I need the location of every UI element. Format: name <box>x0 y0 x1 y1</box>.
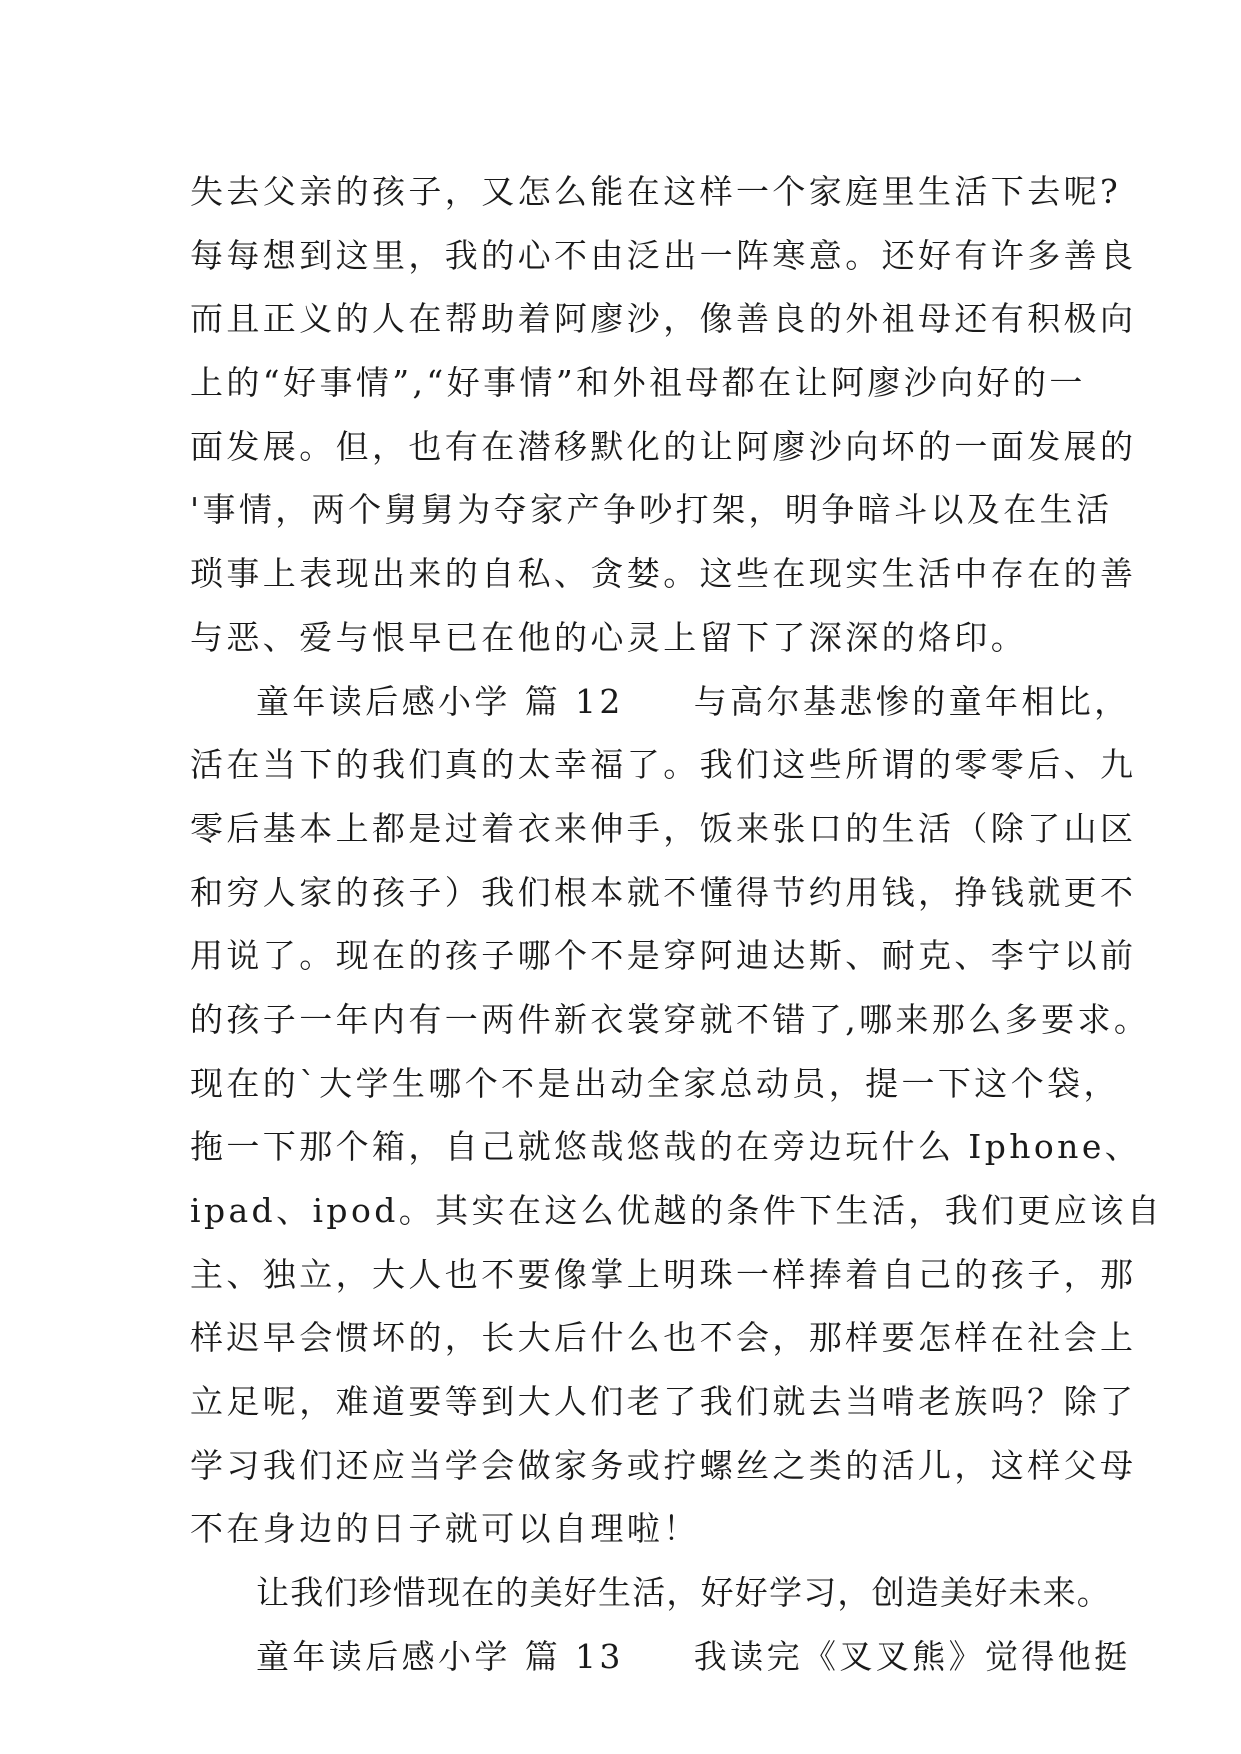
paragraph-line: 零后基本上都是过着衣来伸手，饭来张口的生活（除了山区 <box>190 808 1137 848</box>
section-first-line: 我读完《叉叉熊》觉得他挺 <box>693 1636 1131 1676</box>
section-heading: 童年读后感小学 篇 12 <box>256 681 624 721</box>
paragraph-line: 活在当下的我们真的太幸福了。我们这些所谓的零零后、九 <box>190 745 1137 785</box>
paragraph-line: 立足呢，难道要等到大人们老了我们就去当啃老族吗？除了 <box>190 1382 1137 1422</box>
section-heading: 童年读后感小学 篇 13 <box>256 1636 624 1676</box>
paragraph-line: 样迟早会惯坏的，长大后什么也不会，那样要怎样在社会上 <box>190 1318 1137 1358</box>
paragraph-line: 每每想到这里，我的心不由泛出一阵寒意。还好有许多善良 <box>190 235 1137 275</box>
paragraph-line: 与恶、爱与恨早已在他的心灵上留下了深深的烙印。 <box>190 617 1028 657</box>
paragraph-line: 拖一下那个箱，自己就悠哉悠哉的在旁边玩什么 Iphone、 <box>190 1127 1142 1167</box>
paragraph-line: 上的“好事情”,“好事情”和外祖母都在让阿廖沙向好的一 <box>190 363 1086 403</box>
section-heading-line <box>190 670 1131 734</box>
paragraph-line: 现在的`大学生哪个不是出动全家总动员，提一下这个袋， <box>190 1063 1120 1103</box>
paragraph-line: 主、独立，大人也不要像掌上明珠一样捧着自己的孩子，那 <box>190 1254 1137 1294</box>
paragraph-line: 失去父亲的孩子，又怎么能在这样一个家庭里生活下去呢? <box>190 172 1122 211</box>
paragraph-line: 琐事上表现出来的自私、贪婪。这些在现实生活中存在的善 <box>190 554 1137 594</box>
paragraph-line: '事情，两个舅舅为夺家产争吵打架，明争暗斗以及在生活 <box>190 490 1113 530</box>
paragraph-line: 和穷人家的孩子）我们根本就不懂得节约用钱，挣钱就更不 <box>190 872 1137 912</box>
document-body <box>190 160 1164 1689</box>
paragraph-line: 的孩子一年内有一两件新衣裳穿就不错了,哪来那么多要求。 <box>190 999 1151 1039</box>
paragraph-line: 用说了。现在的孩子哪个不是穿阿迪达斯、耐克、李宁以前 <box>190 936 1137 976</box>
section-first-line: 与高尔基悲惨的童年相比， <box>693 681 1131 721</box>
paragraph-line: ipad、ipod。其实在这么优越的条件下生活，我们更应该自 <box>190 1191 1164 1230</box>
paragraph-line: 学习我们还应当学会做家务或拧螺丝之类的活儿，这样父母 <box>190 1445 1137 1485</box>
paragraph-line: 不在身边的日子就可以自理啦！ <box>190 1509 700 1549</box>
paragraph-line: 面发展。但，也有在潜移默化的让阿廖沙向坏的一面发展的 <box>190 426 1137 466</box>
section-heading-line <box>190 1625 1131 1689</box>
closing-line: 让我们珍惜现在的美好生活，好好学习，创造美好未来。 <box>256 1573 1111 1613</box>
paragraph-line: 而且正义的人在帮助着阿廖沙，像善良的外祖母还有积极向 <box>190 299 1137 339</box>
